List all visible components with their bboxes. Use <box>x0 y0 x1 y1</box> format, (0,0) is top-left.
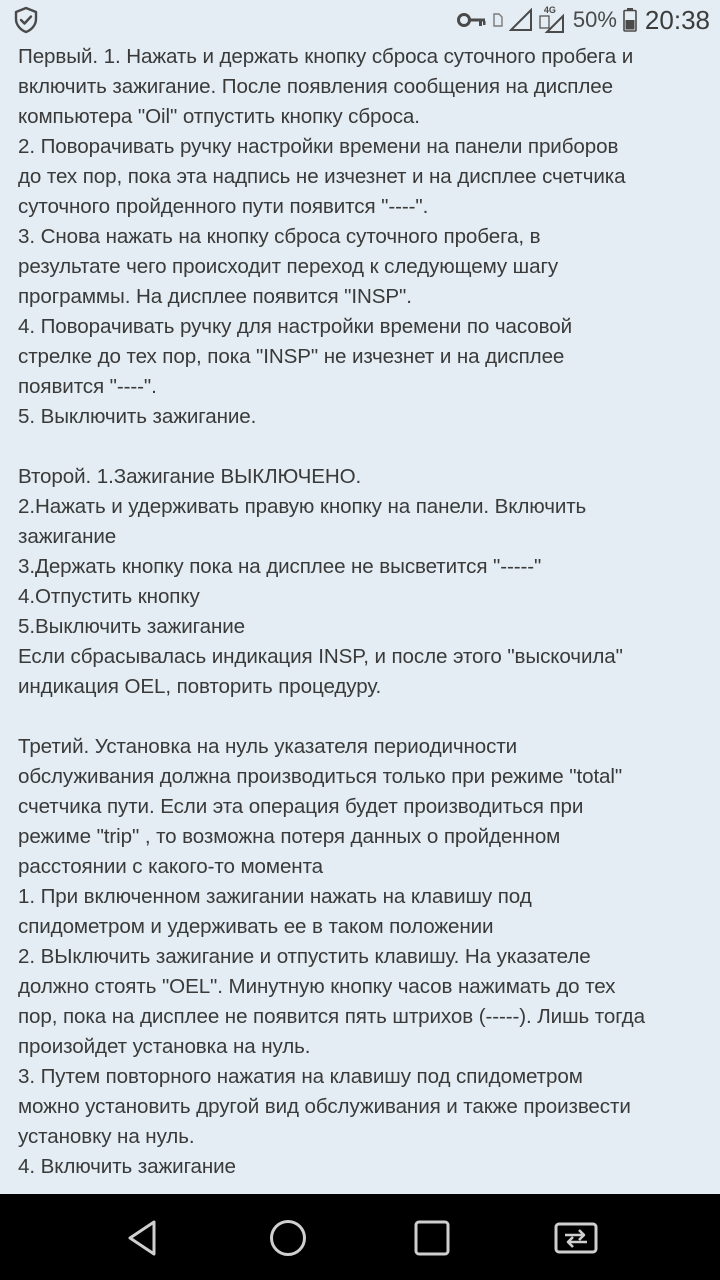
text-line: пор, пока на дисплее не появится пять штрихов (-----). Лишь тогда <box>18 1005 645 1028</box>
text-line: Второй. 1.Зажигание ВЫКЛЮЧЕНО. <box>18 465 362 488</box>
text-line: 5. Выключить зажигание. <box>18 405 257 428</box>
screen-mirror-icon[interactable] <box>552 1214 600 1262</box>
text-line: 1. При включенном зажигании нажать на клавишу под <box>18 885 532 908</box>
text-line: появится "----". <box>18 375 157 398</box>
text-line: 5.Выключить зажигание <box>18 615 245 638</box>
text-line: 2. ВЫключить зажигание и отпустить клавишу. На указателе <box>18 945 591 968</box>
text-line: 2. Поворачивать ручку настройки времени на панели приборов <box>18 135 619 158</box>
paragraph <box>18 462 710 702</box>
battery-percent: 50% <box>572 7 617 32</box>
text-line: расстоянии с какого-то момента <box>18 855 324 878</box>
recents-icon[interactable] <box>408 1214 456 1262</box>
article-content <box>18 42 710 1192</box>
shield-check-icon <box>12 6 40 34</box>
text-line: произойдет установка на нуль. <box>18 1035 311 1058</box>
text-line: установку на нуль. <box>18 1125 195 1148</box>
paragraph-spacer <box>18 702 710 732</box>
paragraph <box>18 732 710 1182</box>
text-line: компьютера "Oil" отпустить кнопку сброса. <box>18 105 420 128</box>
clock: 20:38 <box>644 4 710 35</box>
signal-icon <box>509 8 533 32</box>
sim-icon <box>493 13 503 27</box>
status-icons <box>457 0 710 40</box>
network-4g-icon <box>539 6 565 34</box>
text-line: 2.Нажать и удерживать правую кнопку на панели. Включить <box>18 495 587 518</box>
text-line: зажигание <box>18 525 117 548</box>
text-line: 4. Поворачивать ручку для настройки времени по часовой <box>18 315 573 338</box>
text-line: 4.Отпустить кнопку <box>18 585 200 608</box>
status-bar <box>0 0 720 40</box>
text-line: 3.Держать кнопку пока на дисплее не высветится "-----" <box>18 555 542 578</box>
paragraph-spacer <box>18 432 710 462</box>
text-line: 3. Путем повторного нажатия на клавишу под спидометром <box>18 1065 583 1088</box>
paragraph <box>18 42 710 432</box>
battery-icon <box>623 8 637 32</box>
text-line: программы. На дисплее появится "INSP". <box>18 285 412 308</box>
text-line: можно установить другой вид обслуживания и также произвести <box>18 1095 631 1118</box>
text-line: спидометром и удерживать ее в таком положении <box>18 915 494 938</box>
text-line: включить зажигание. После появления сообщения на дисплее <box>18 75 613 98</box>
text-line: Первый. 1. Нажать и держать кнопку сброса суточного пробега и <box>18 45 634 68</box>
text-line: 4. Включить зажигание <box>18 1155 236 1178</box>
text-line: счетчика пути. Если эта операция будет производиться при <box>18 795 584 818</box>
network-label: 4G <box>543 5 556 15</box>
text-line: 3. Снова нажать на кнопку сброса суточного пробега, в <box>18 225 541 248</box>
text-line: индикация OEL, повторить процедуру. <box>18 675 382 698</box>
text-line: до тех пор, пока эта надпись не изчезнет и на дисплее счетчика <box>18 165 626 188</box>
text-line: результате чего происходит переход к следующему шагу <box>18 255 559 278</box>
back-icon[interactable] <box>118 1214 166 1262</box>
text-line: обслуживания должна производиться только при режиме "total" <box>18 765 623 788</box>
text-line: режиме "trip" , то возможна потеря данных о пройденном <box>18 825 561 848</box>
text-line: Если сбрасывалась индикация INSP, и после этого "выскочила" <box>18 645 623 668</box>
home-icon[interactable] <box>264 1214 312 1262</box>
text-line: должно стоять "OEL". Минутную кнопку часов нажимать до тех <box>18 975 616 998</box>
key-icon <box>457 12 487 28</box>
text-line: Третий. Установка на нуль указателя периодичности <box>18 735 518 758</box>
navigation-bar <box>0 1194 720 1280</box>
text-line: стрелке до тех пор, пока "INSP" не изчезнет и на дисплее <box>18 345 565 368</box>
text-line: суточного пройденного пути появится "----". <box>18 195 429 218</box>
